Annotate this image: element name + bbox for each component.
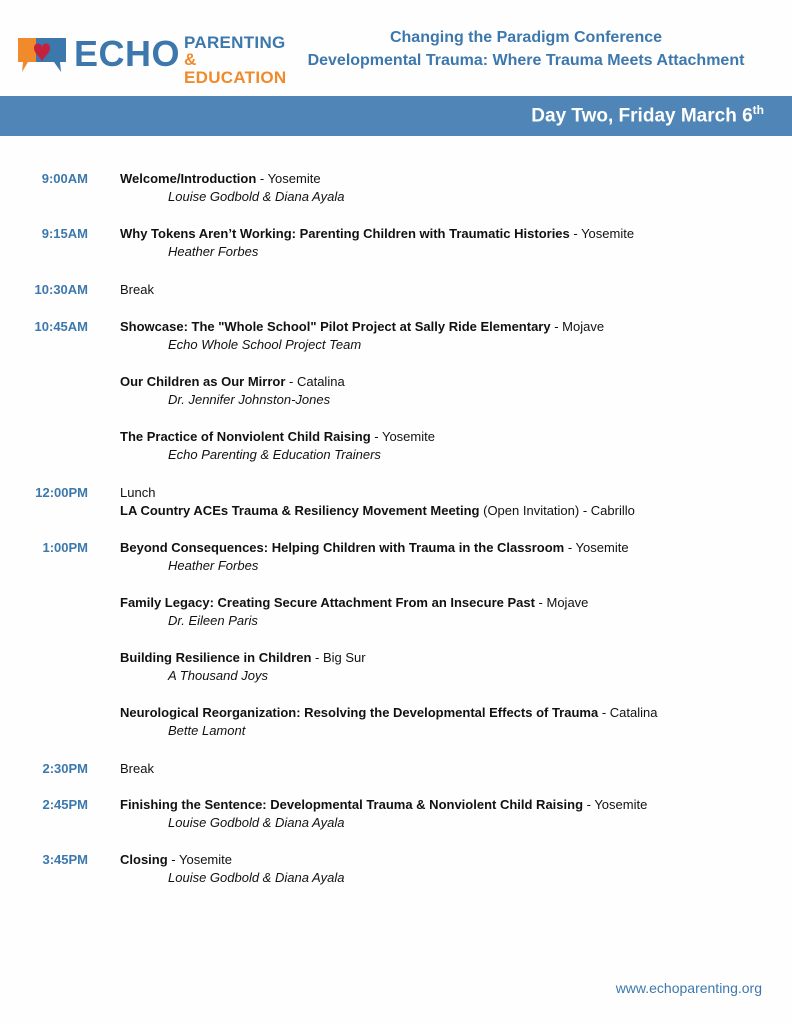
conference-header: [286, 26, 766, 72]
schedule-time: 10:30AM: [34, 282, 88, 297]
session-title: Neurological Reorganization: Resolving the Developmental Effects of Trauma: [120, 705, 599, 720]
session-line: [120, 851, 232, 869]
logo-echo: ECHO: [74, 33, 181, 74]
schedule-time: 2:45PM: [42, 797, 88, 812]
schedule-time: 10:45AM: [34, 319, 88, 334]
session-title: Family Legacy: Creating Secure Attachment From an Insecure Past: [120, 595, 535, 610]
session-line: [120, 225, 634, 243]
session-location: (Open Invitation) - Cabrillo: [479, 503, 635, 518]
schedule-plain: Lunch: [120, 485, 156, 500]
session-location: - Yosemite: [569, 226, 635, 241]
session-speaker: Echo Whole School Project Team: [168, 337, 362, 352]
schedule-time: 1:00PM: [42, 540, 88, 555]
session-speaker: A Thousand Joys: [168, 668, 268, 683]
session-location: - Yosemite: [583, 797, 648, 812]
session-title: Beyond Consequences: Helping Children with Trauma in the Classroom: [120, 540, 565, 555]
session-location: - Big Sur: [311, 650, 366, 665]
day-text: Day Two, Friday March 6: [531, 105, 753, 127]
schedule-time: 9:00AM: [41, 171, 88, 186]
session-title: Showcase: The "Whole School" Pilot Project at Sally Ride Elementary: [120, 319, 551, 334]
conference-title: Changing the Paradigm Conference: [389, 29, 663, 46]
session-line: [120, 170, 321, 188]
logo: [14, 33, 296, 87]
session-speaker: Echo Parenting & Education Trainers: [168, 447, 381, 462]
session-line: [120, 502, 635, 520]
footer-url[interactable]: www.echoparenting.org: [615, 980, 762, 996]
schedule-time: 12:00PM: [35, 485, 88, 500]
session-line: [120, 428, 435, 446]
session-title: The Practice of Nonviolent Child Raising: [120, 429, 371, 444]
logo-parenting: PARENTING: [184, 33, 286, 52]
day-sup: th: [752, 103, 764, 117]
session-line: [120, 796, 647, 814]
heart-logo-icon: [14, 34, 70, 76]
schedule-plain: Break: [120, 282, 154, 297]
session-line: [120, 704, 657, 722]
session-title: LA Country ACEs Trauma & Resiliency Movement Meeting: [120, 503, 480, 518]
schedule-time: 2:30PM: [42, 761, 88, 776]
logo-education: & EDUCATION: [184, 50, 287, 87]
session-location: - Yosemite: [167, 852, 232, 867]
schedule-time: 9:15AM: [41, 226, 88, 241]
session-title: Why Tokens Aren’t Working: Parenting Children with Traumatic Histories: [120, 226, 570, 241]
day-title: [531, 103, 764, 127]
session-location: - Mojave: [534, 595, 589, 610]
session-speaker: Heather Forbes: [168, 558, 259, 573]
session-location: - Catalina: [598, 705, 658, 720]
session-location: - Yosemite: [564, 540, 629, 555]
session-location: - Yosemite: [370, 429, 435, 444]
session-title: Our Children as Our Mirror: [120, 374, 286, 389]
session-title: Welcome/Introduction: [120, 171, 257, 186]
schedule-time: 3:45PM: [42, 852, 88, 867]
conference-subtitle: Developmental Trauma: Where Trauma Meets Attachment: [307, 52, 745, 69]
schedule-plain: Break: [120, 761, 154, 776]
session-speaker: Louise Godbold & Diana Ayala: [168, 189, 345, 204]
session-speaker: Dr. Jennifer Johnston-Jones: [168, 392, 331, 407]
day-banner: [0, 96, 792, 136]
session-location: - Yosemite: [256, 171, 321, 186]
session-speaker: Bette Lamont: [168, 723, 246, 738]
session-location: - Mojave: [550, 319, 605, 334]
session-speaker: Louise Godbold & Diana Ayala: [168, 815, 345, 830]
session-title: Building Resilience in Children: [120, 650, 312, 665]
session-line: [120, 373, 345, 391]
session-line: [120, 594, 588, 612]
session-speaker: Heather Forbes: [168, 244, 259, 259]
session-speaker: Louise Godbold & Diana Ayala: [168, 870, 345, 885]
session-location: - Catalina: [285, 374, 345, 389]
session-line: [120, 649, 366, 667]
session-speaker: Dr. Eileen Paris: [168, 613, 258, 628]
session-line: [120, 539, 629, 557]
session-title: Closing: [120, 852, 168, 867]
session-title: Finishing the Sentence: Developmental Trauma & Nonviolent Child Raising: [120, 797, 584, 812]
session-line: [120, 318, 604, 336]
